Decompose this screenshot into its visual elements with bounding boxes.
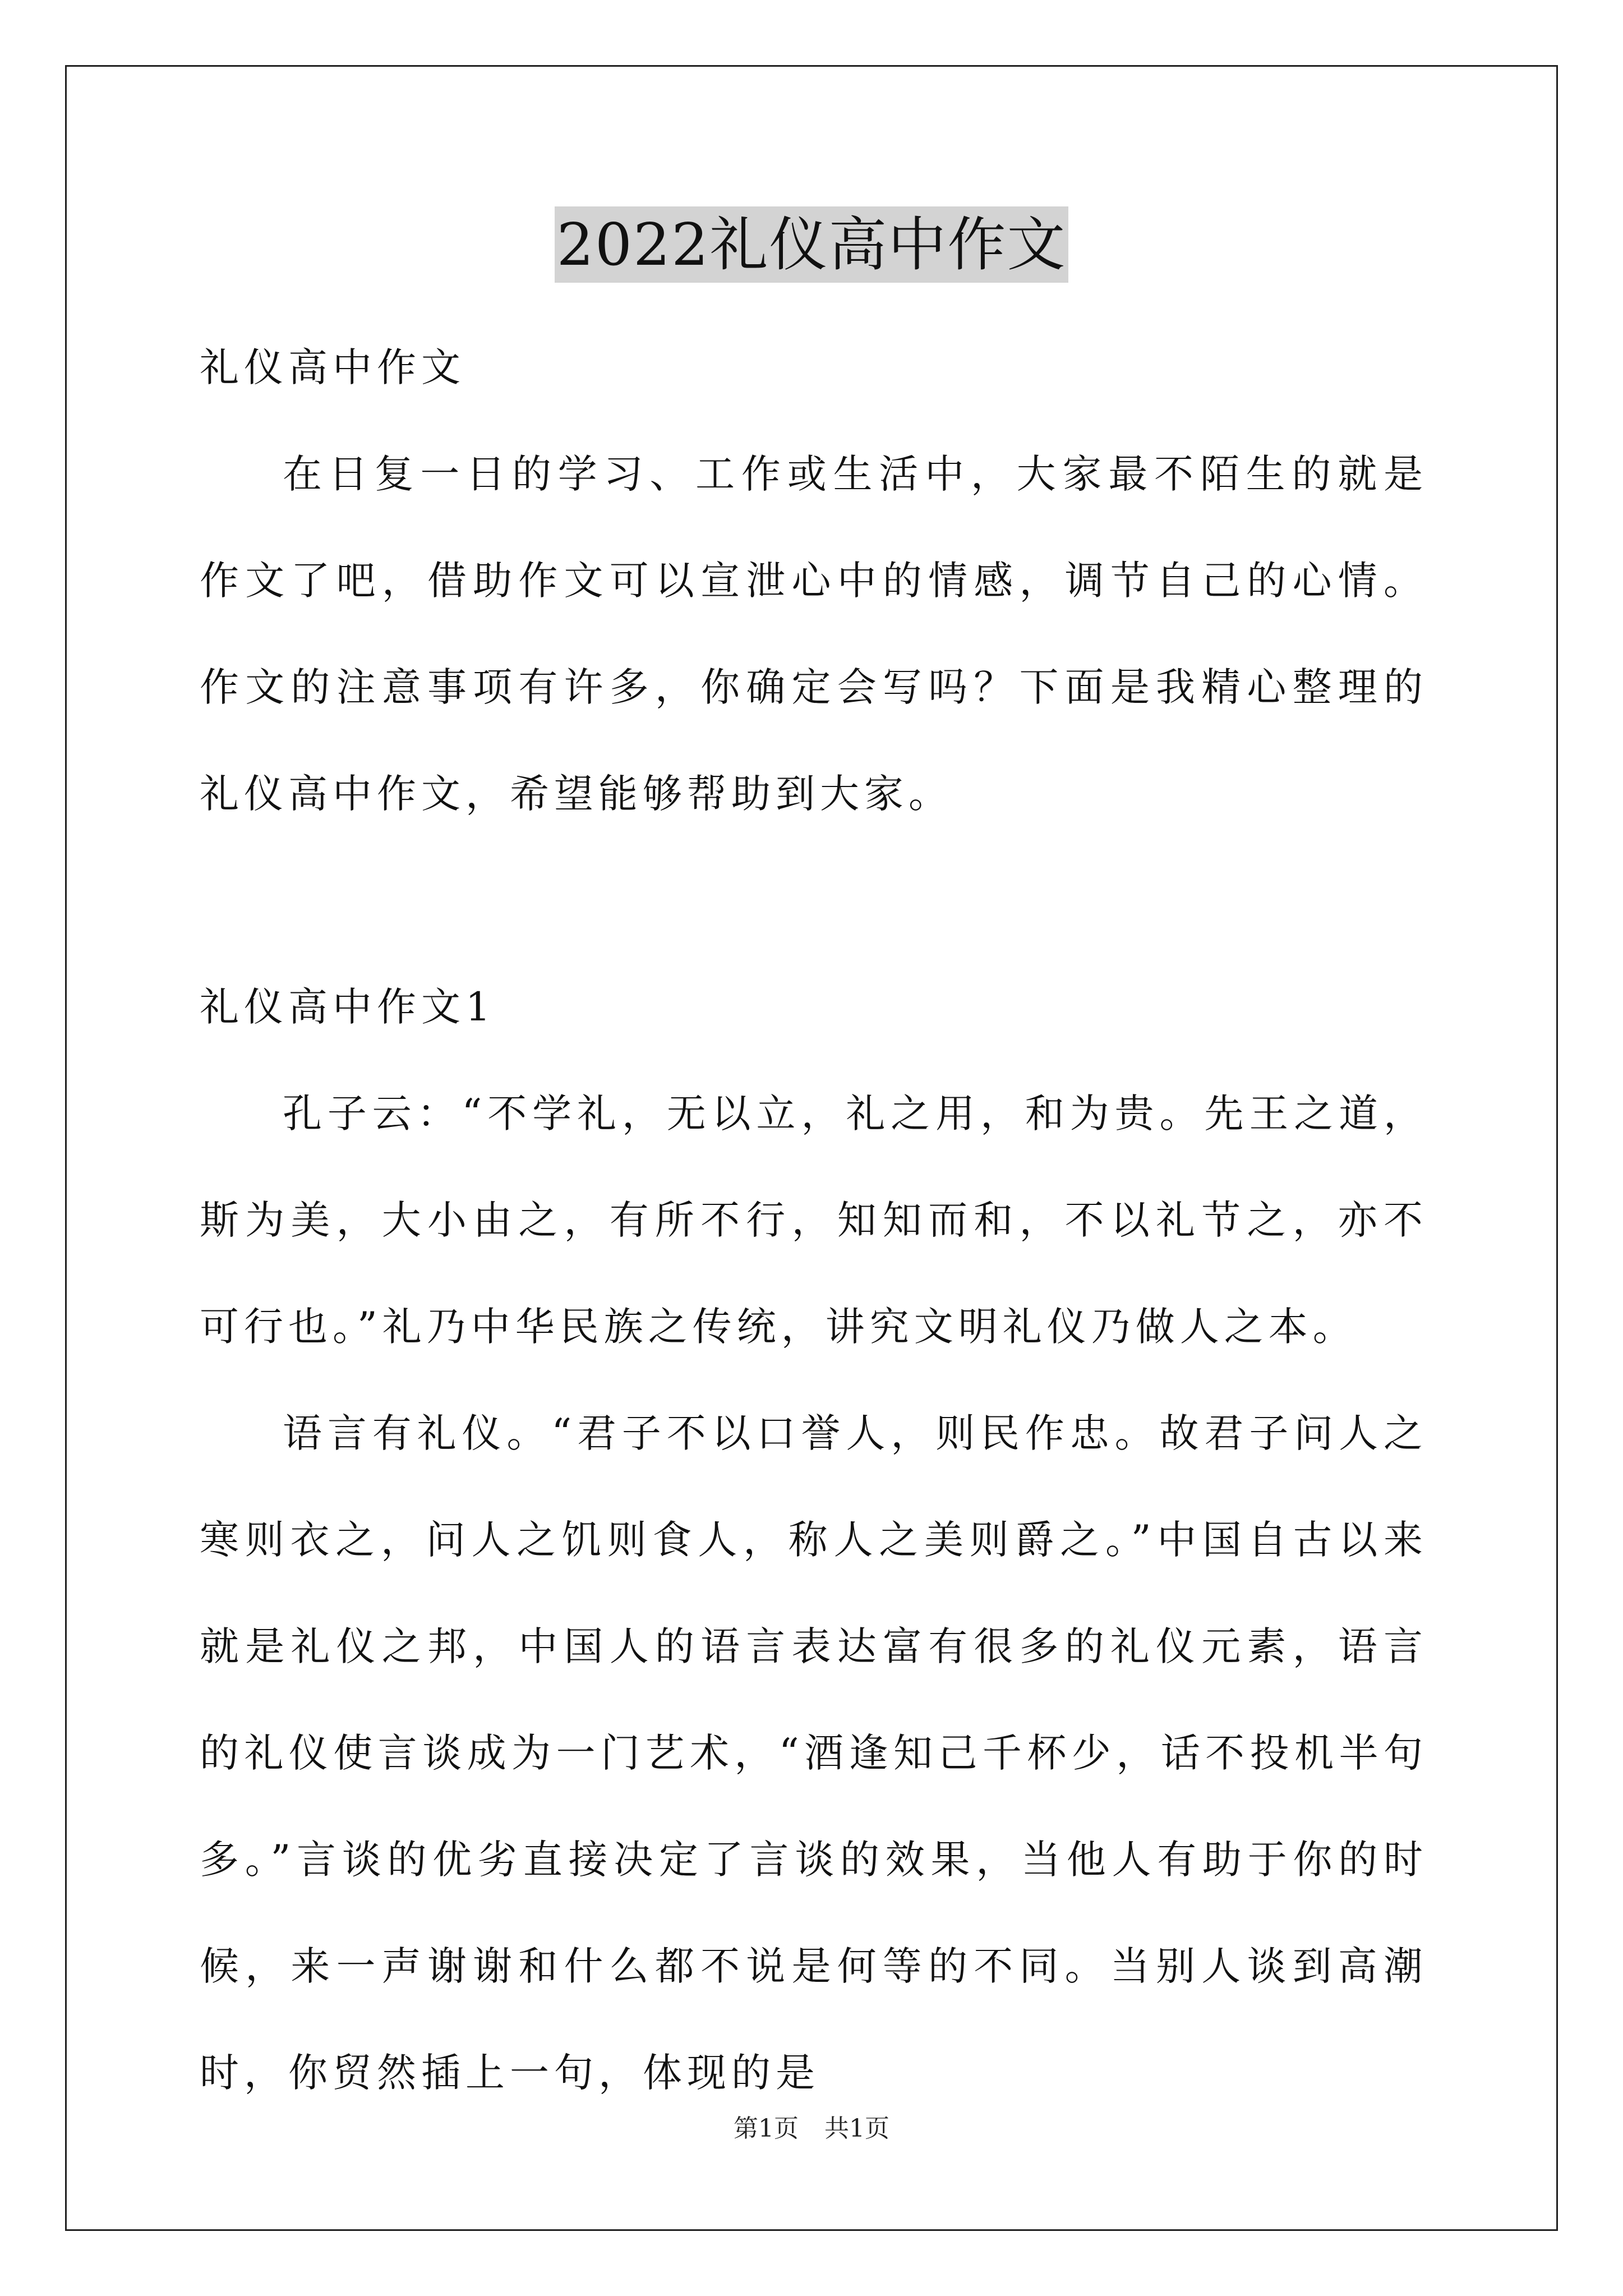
body-paragraph-1: 孔子云：“不学礼，无以立，礼之用，和为贵。先王之道，斯为美，大小由之，有所不行，知知而和，不以礼节之，亦不可行也。”礼乃中华民族之传统，讲究文明礼仪乃做人之本。 xyxy=(200,1091,1428,1350)
page-number-current: 第1页 xyxy=(734,2114,799,2143)
page-footer xyxy=(0,2112,1623,2146)
body-paragraph-2: 语言有礼仪。“君子不以口誉人，则民作忠。故君子问人之寒则衣之，问人之饥则食人，称人之美则爵之。”中国自古以来就是礼仪之邦，中国人的语言表达富有很多的礼仪元素，语言的礼仪使言谈成为一门艺术，“酒逢知己千杯少，话不投机半句多。”言谈的优劣直接决定了言谈的效果，当他人有助于你的时候，来一声谢谢和什么都不说是何等的不同。当别人谈到高潮时，你贸然插上一句，体现的是 xyxy=(200,1410,1428,2096)
section-heading-1: 礼仪高中作文1 xyxy=(200,984,496,1030)
subtitle-heading: 礼仪高中作文 xyxy=(200,344,465,390)
document-body xyxy=(200,314,1428,2126)
title-area xyxy=(0,206,1623,283)
document-title: 2022礼仪高中作文 xyxy=(555,206,1069,283)
page-number-total: 共1页 xyxy=(824,2114,889,2143)
section-gap xyxy=(200,847,1428,954)
intro-paragraph: 在日复一日的学习、工作或生活中，大家最不陌生的就是作文了吧，借助作文可以宣泄心中的情感，调节自己的心情。作文的注意事项有许多，你确定会写吗？下面是我精心整理的礼仪高中作文，希望能够帮助到大家。 xyxy=(200,451,1428,817)
